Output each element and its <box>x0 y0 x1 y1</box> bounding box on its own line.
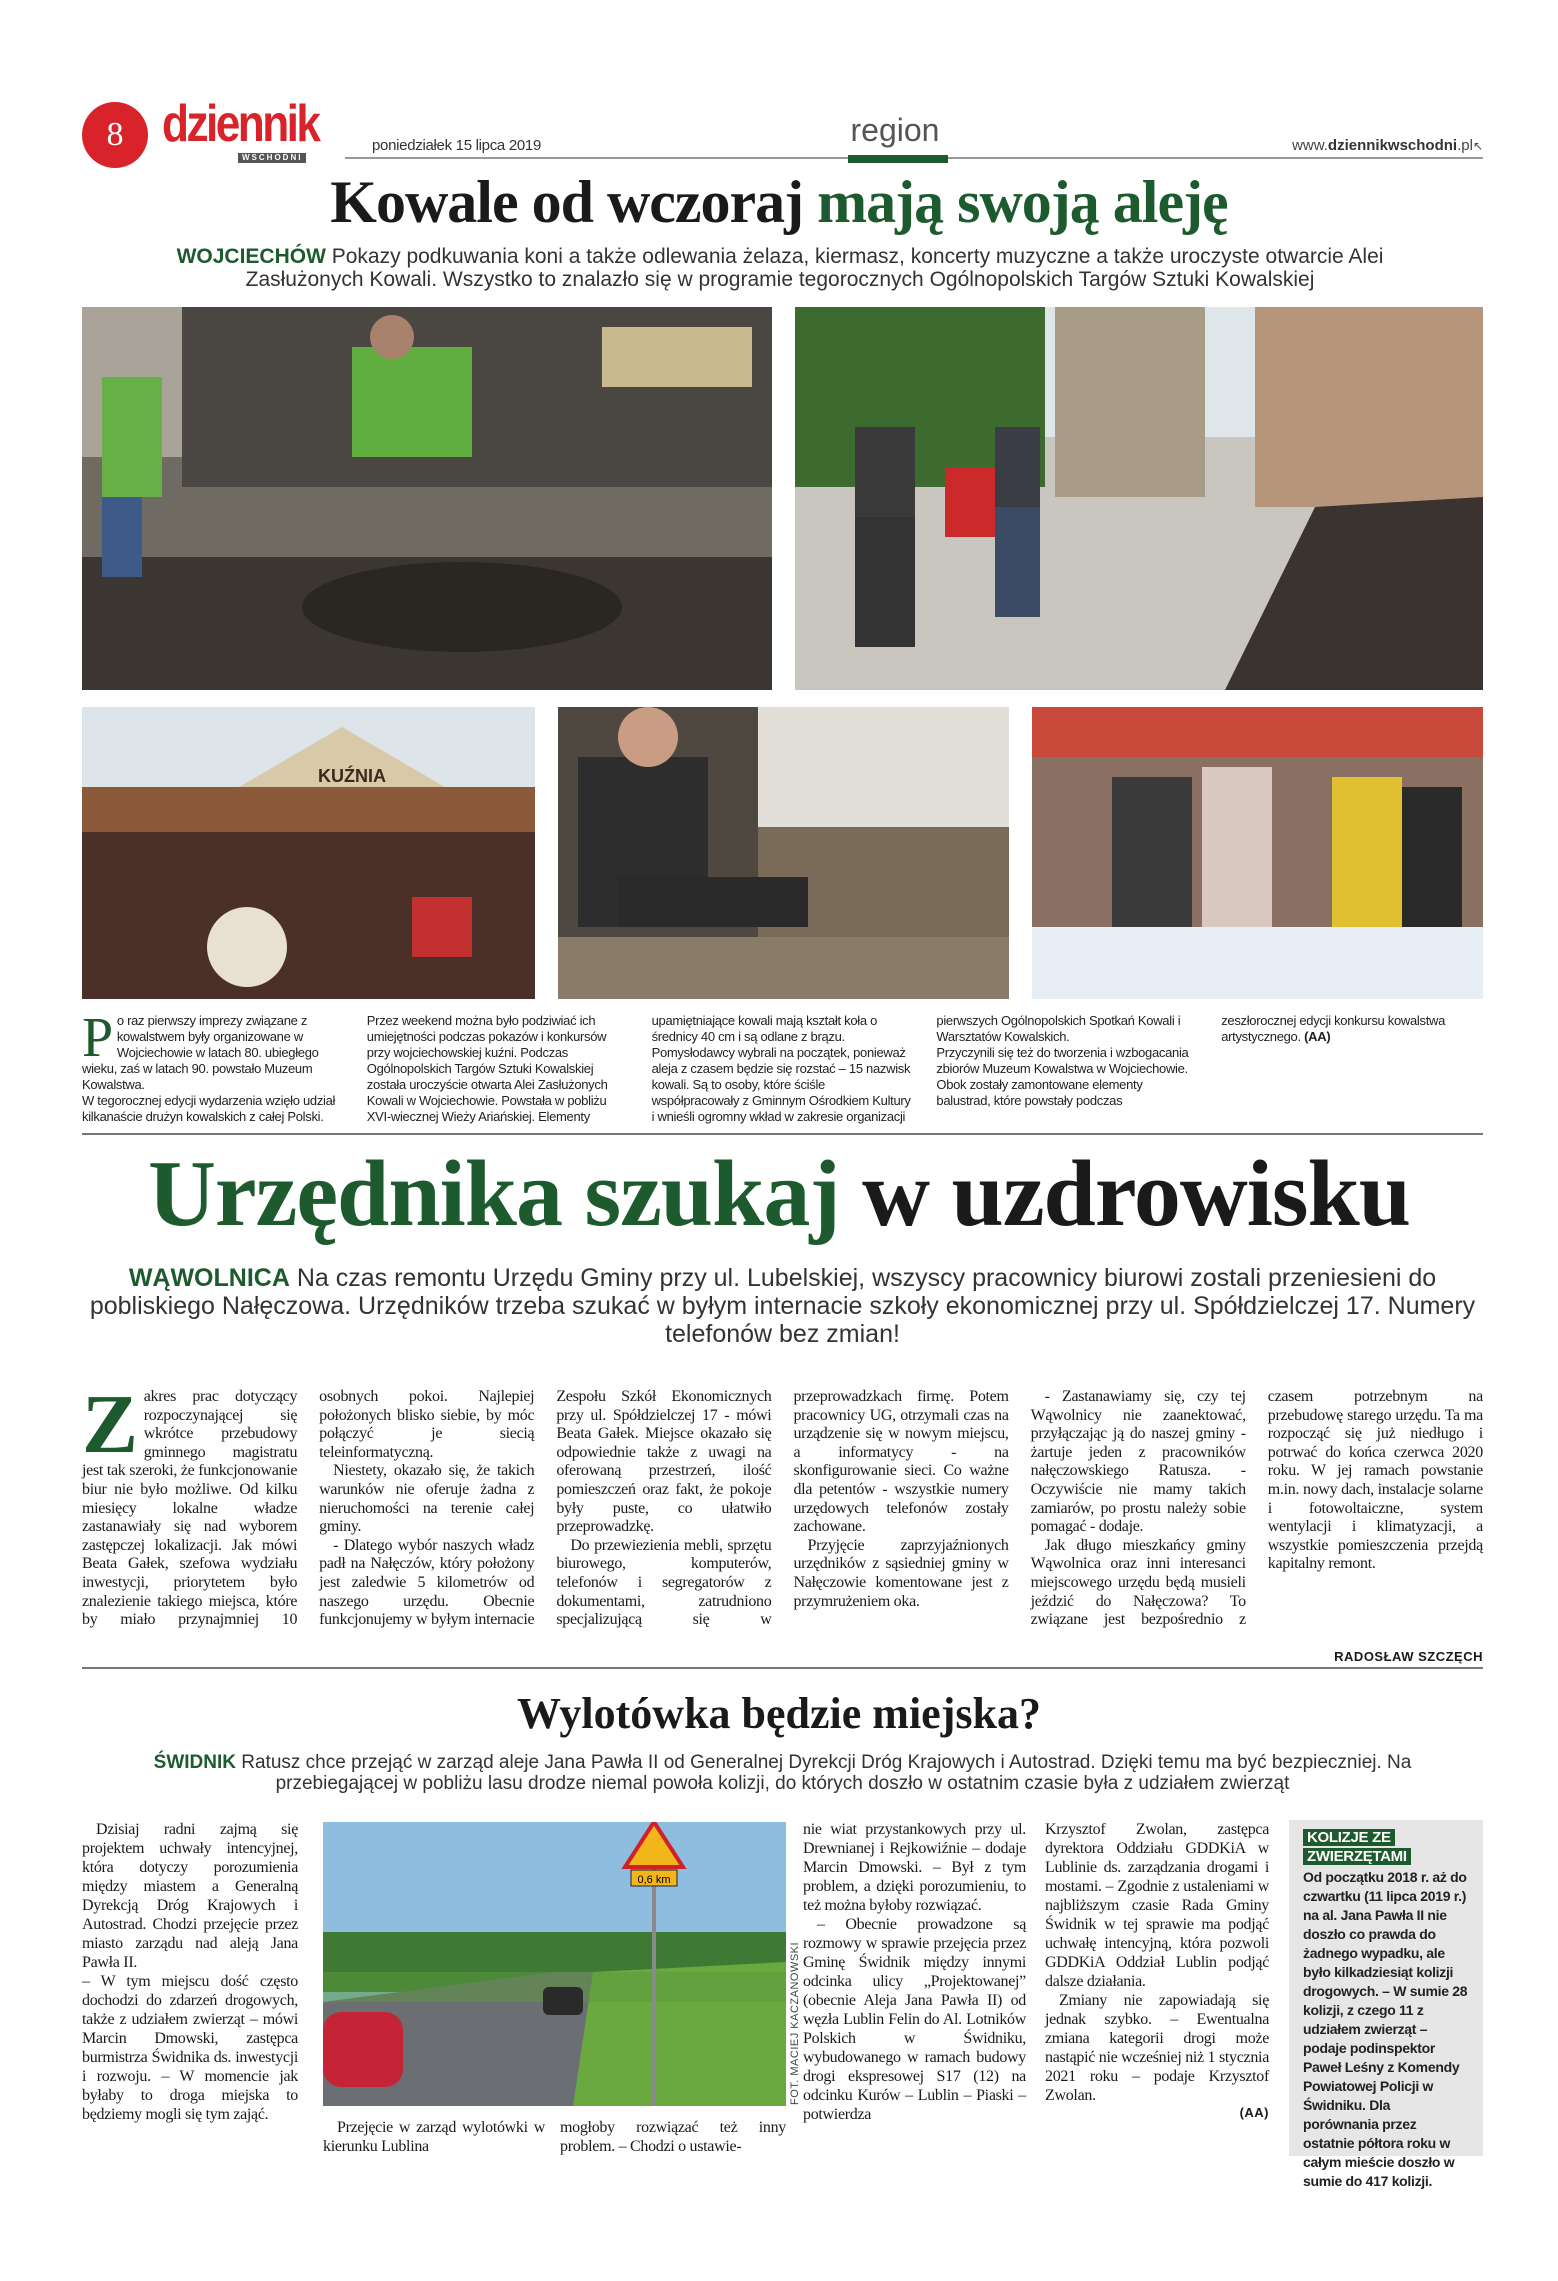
lead-text: Ratusz chce przejąć w zarząd aleje Jana Pawła II od Generalnej Dyrekcji Dróg Krajowych i Autostrad. Dzięki temu ma być bezpieczniej. Na przebiegającej w pobliżu lasu drodze niemal powoła kolizji, do których doszło w ostatnim czasie była z udziałem zwierząt <box>241 1752 1412 1794</box>
page-number: 8 <box>82 102 148 168</box>
paragraph: nie wiat przystankowych przy ul. Drewnianej i Rejkowiźnie – dodaje Marcin Dmowski. – Był z tym problem, a dzięki porozumieniu, to też można byłoby rozwiązać. <box>803 1821 1026 1914</box>
divider <box>82 1667 1483 1669</box>
paragraph: Przejęcie w zarząd wylotówki w kierunku Lublina <box>323 2119 545 2155</box>
paragraph: Krzysztof Zwolan, zastępca dyrektora Oddziału GDDKiA w Lublinie ds. zarządzania drogami i mostami. – Zgodnie z ustaleniami w najbliższym czasie Rada Gminy Świdnik w tej sprawie ma podjąć uchwałę intencyjną, która pozwoli GDDKiA Oddział Lublin podjąć dalsze działania. <box>1045 1821 1269 1990</box>
website-link[interactable] <box>1292 137 1483 154</box>
website-suffix: .pl <box>1457 137 1473 154</box>
caption-paragraph: W tegorocznej edycji wydarzenia wzięło udział kilkanaście drużyn kowalskich z całej Polski. Przez weekend można było podziwiać ich umiejętności podczas pokazów i konkursów przy wojciechowskiej kuźni. Podczas Ogólnopolskich Targów Sztuki Kowalskiej została uroczyście otwarta Alei Zasłużonych Kowali w Wojciechowie. Powstała w pobliżu XVI-wiecznej Wieży Ariańskiej. Elementy upamiętniające kowali mają kształt koła o średnicy 40 cm i są odlane z brązu. Pomysłodawcy wybrali na początek, ponieważ aleja z czasem będzie się rozstać – 15 nazwisk kowali. Są to osoby, które ściśle współpracowały z Gminnym Ośrodkiem Kultury i wnieśli ogromny wkład w zakresie organizacji pierwszych Ogólnopolskich Spotkań Kowali i Warsztatów Kowalskich. <box>82 1013 1181 1124</box>
paragraph: – Obecnie prowadzone są rozmowy w sprawie przejęcia przez Gminę Świdnik między innymi odcinka ulicy „Projektowanej” (obecnie Aleja Jana Pawła II) od węzła Lublin Felin do Al. Lotników Polskich w Świdniku, wybudowanego w ramach budowy drogi ekspresowej S17 (12) na odcinku Kurów – Lublin – Piaski – potwierdza <box>803 1916 1026 2123</box>
divider <box>82 1133 1483 1135</box>
article1-lead <box>130 245 1430 291</box>
craft-stand-photo <box>1032 707 1483 999</box>
paragraph: - Zastanawiamy się, czy tej Wąwolnicy nie zaanektować, przyłączając ją do naszej gminy - żartuje jeden z pracowników nałęczowskiego Ratusza. - Oczywiście nie mamy takich zamiarów, po prostu należy sobie pomagać - dodaje. <box>1030 1388 1246 1536</box>
byline: RADOSŁAW SZCZĘCH <box>1334 1649 1483 1664</box>
headline-green-part: Urzędnika szukaj <box>148 1142 840 1246</box>
lead-place: WĄWOLNICA <box>128 1264 290 1292</box>
caption-paragraph <box>82 1007 343 1093</box>
sign-distance: 0,6 km <box>637 1874 671 1886</box>
lead-place: ŚWIDNIK <box>153 1752 236 1773</box>
sidebar-title: KOLIZJE ZE ZWIERZĘTAMI <box>1303 1829 1411 1865</box>
photo-credit: FOT. MACIEJ KACZANOWSKI <box>789 1941 801 2105</box>
signature: (AA) <box>1239 2105 1269 2120</box>
blacksmith-forge-photo <box>82 307 772 690</box>
logo: dziennik <box>162 95 319 153</box>
sidebar-box <box>1289 1820 1483 2189</box>
paragraph: Niestety, okazało się, że takich warunków nie oferuje żadna z nieruchomości na terenie całej gminy. <box>319 1462 535 1536</box>
paragraph-text: akres prac dotyczący rozpoczynającej się wkrótce przebudowy gminnego magistratu jest tak szeroki, że funkcjonowanie biur nie było możliwe. Od kilku miesięcy lokalne władze zastanawiały się nad wyborem zastępczej lokalizacji. Jak mówi Beata Gałek, szefowa wydziału inwestycji, priorytetem było znalezienie takiego miejsca, które by miało przynajmniej 10 osobnych pokoi. Najlepiej położonych blisko siebie, by móc połączyć je siecią teleinformatyczną. <box>82 1388 535 1629</box>
lead-text: Pokazy podkuwania koni a także odlewania żelaza, kiermasz, koncerty muzyczne a także uroczyste otwarcie Alei Zasłużonych Kowali. Wszystko to znalazło się w programie tegorocznych Ogólnopolskich Targów Sztuki Kowalskiej <box>245 245 1384 291</box>
article3-column-2b <box>560 2118 786 2156</box>
anvil-smith-photo <box>558 707 1009 999</box>
paragraph: Dzisiaj radni zajmą się projektem uchwały intencyjnej, która dotyczy porozumienia między miastem a Generalną Dyrekcją Dróg Krajowych i Autostrad. Chodzi przejęcie przez miasto zarządu nad aleją Jana Pawła II. <box>82 1821 298 1971</box>
paragraph: – W tym miejscu dość często dochodzi do zdarzeń drogowych, także z udziałem zwierząt – mówi Marcin Dmowski, zastępca burmistrza Świdnika ds. inwestycji i rozwoju. – W momencie jak byłaby to droga miejska to będziemy mogli się tym zająć. <box>82 1973 298 2123</box>
kuznia-sign: KUŹNIA <box>318 766 386 786</box>
article3-column-4 <box>1045 1820 1269 2120</box>
article3-headline: Wylotówka będzie miejska? <box>517 1689 1041 1738</box>
website-prefix: www. <box>1292 137 1328 154</box>
section-bar <box>848 155 948 163</box>
issue-date: poniedziałek 15 lipca 2019 <box>372 137 541 154</box>
paragraph: Jak długo mieszkańcy gminy Wąwolnica oraz inni interesanci miejscowego urzędu będą musieli jeździć do Nałęczowa? To związane jest bezpośrednio z czasem potrzebnym na przebudowę starego urzędu. Ta ma rozpocząć się już niedługo i potrwać do końca czerwca 2020 roku. W jej ramach powstanie m.in. nowy dach, instalacje solarne i fotowoltaiczne, system wentylacji i klimatyzacji, a wszystkie pomieszczenia przejdą kapitalny remont. <box>1030 1388 1483 1629</box>
lead-text: Na czas remontu Urzędu Gminy przy ul. Lubelskiej, wszyscy pracownicy biurowi zostali przeniesieni do pobliskiego Nałęczowa. Urzędników trzeba szukać w byłym internacie szkoły ekonomicznej przy ul. Spółdzielczej 17. Numery telefonów bez zmian! <box>89 1264 1476 1348</box>
section-label: region <box>850 112 940 148</box>
caption-text: o raz pierwszy imprezy związane z kowalstwem były organizowane w Wojciechowie w latach 80. ubiegłego wieku, zaś w latach 90. powstało Muzeum Kowalstwa. <box>82 1013 319 1092</box>
article1-caption-text <box>82 1007 1482 1125</box>
cursor-icon: ↖ <box>1472 139 1483 153</box>
website-domain: dziennikwschodni <box>1327 137 1458 154</box>
article3-column-1 <box>82 1820 298 2124</box>
headline-black-part: w uzdrowisku <box>862 1142 1410 1246</box>
article2-headline <box>0 1140 1558 1248</box>
article2-lead <box>82 1264 1483 1348</box>
paragraph: - Dlatego wybór naszych władz padł na Nałęczów, który położony jest zaledwie 5 kilometrów od naszego urzędu. Obecnie funkcjonujemy w byłym internacie Zespołu Szkół Ekonomicznych przy ul. Spółdzielczej 17 - mówi Beata Gałek. Miejsce okazało się odpowiednie także z uwagi na oferowaną przestrzeń, ilość pomieszczeń oraz fakt, że pokoje były puste, co ułatwiło przeprowadzkę. <box>319 1388 772 1629</box>
logo-subtitle: WSCHODNI <box>238 153 306 163</box>
paragraph: Zmiany nie zapowiadają się jednak szybko. – Ewentualna zmiana kategorii drogi może nastąpić nie wcześniej niż 1 stycznia 2021 roku – podaje Krzysztof Zwolan. <box>1045 1992 1269 2104</box>
signature: (AA) <box>1304 1029 1331 1044</box>
lead-place: WOJCIECHÓW <box>176 245 326 268</box>
sidebar-text: Od początku 2018 r. aż do czwartku (11 lipca 2019 r.) na al. Jana Pawła II nie doszło co prawda do żadnego wypadku, ale było kilkadziesiąt kolizji drogowych. – W sumie 28 kolizji, z czego 11 z udziałem zwierząt – podaje podinspektor Paweł Leśny z Komendy Powiatowej Policji w Świdniku. Dla porównania przez ostatnie półtora roku w całym mieście doszło w sumie do 417 kolizji. <box>1303 1869 1468 2189</box>
article3-column-2a <box>323 2118 545 2156</box>
article1-headline <box>0 168 1558 237</box>
drop-cap: P <box>82 1007 113 1069</box>
headline-green-part: mają swoją aleję <box>817 169 1228 235</box>
road-deer-sign-photo <box>323 1822 786 2106</box>
caption-text: Przyczynili się też do tworzenia i wzbogacania zbiorów Muzeum Kowalstwa w Wojciechowie. Obok zostały zamontowane elementy balustrad, które powstały podczas zeszłorocznej edycji konkursu kowalstwa artystycznego. <box>936 1013 1446 1108</box>
drop-cap: Z <box>82 1378 138 1471</box>
article2-body <box>82 1378 1483 1644</box>
article3-column-3 <box>803 1820 1026 2124</box>
kuznia-band-photo <box>82 707 535 999</box>
paragraph: Przyjęcie zaprzyjaźnionych urzędników z sąsiedniej gminy w Nałęczowie komentowane jest z przymrużeniem oka. <box>793 1536 1009 1610</box>
avenue-street-photo <box>795 307 1483 690</box>
paragraph: Do przewiezienia mebli, sprzętu biurowego, komputerów, telefonów i segregatorów z dokumentami, zatrudniono specjalizującą się w przeprowadzkach firmę. Potem pracownicy UG, otrzymali czas na urządzenie się w nowym miejscu, a informatycy - na skonfigurowanie sieci. Co ważne dla petentów - wszystkie numery urzędowych telefonów zostały zachowane. <box>556 1388 1009 1629</box>
paragraph: mogłoby rozwiązać też inny problem. – Chodzi o ustawie- <box>560 2119 786 2155</box>
headline-black-part: Kowale od wczoraj <box>330 169 804 235</box>
article3-lead <box>100 1752 1465 1794</box>
